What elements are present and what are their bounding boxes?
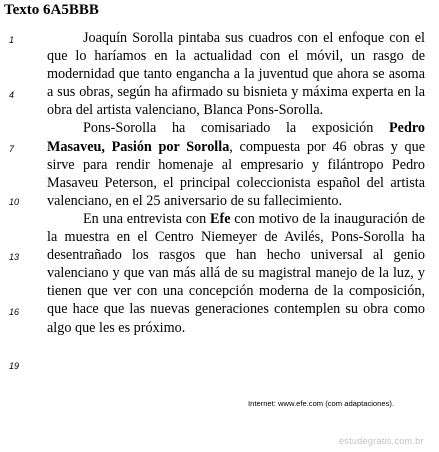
paragraph-text: con motivo de la inauguración de la muestra en el Centro Niemeyer de Avilés, Pons-Sorolla ha desentrañado los rasgos que han hecho universal al genio valenciano y que van más allá de su magistral manejo de la luz, y tienen que ver con una concepción moderna de la composición, que hace que las nuevas generaciones contemplen su obra como algo que les es próximo. <box>47 210 425 336</box>
paragraph-text: Joaquín Sorolla pintaba sus cuadros con el enfoque con el que lo haríamos en la actualidad con el móvil, un rasgo de modernidad que tanto engancha a la juventud que ahora se asoma a sus obras, según ha afirmado su bisnieta y máxima experta en la obra del artista valenciano, Blanca Pons-Sorolla. <box>47 30 425 119</box>
agency-name: Efe <box>210 210 231 227</box>
line-number-10: 10 <box>9 197 20 207</box>
exhibition-name: Pedro Masaveu, Pasión por Sorolla <box>47 120 425 155</box>
text-title: Texto 6A5BBB <box>4 2 99 18</box>
article-body <box>47 29 425 337</box>
line-number-19: 19 <box>9 361 20 371</box>
paragraph-1 <box>47 29 425 119</box>
paragraph-text: En una entrevista con <box>83 210 211 227</box>
site-watermark: estudegratis.com.br <box>339 436 424 446</box>
line-number-7: 7 <box>9 144 15 154</box>
paragraph-2 <box>47 119 425 209</box>
line-number-13: 13 <box>9 252 20 262</box>
paragraph-text: Pons-Sorolla ha comisariado la exposición <box>83 120 389 137</box>
source-citation: Internet: www.efe.com (com adaptaciones). <box>248 399 395 408</box>
line-number-16: 16 <box>9 307 20 317</box>
line-number-4: 4 <box>9 90 15 100</box>
paragraph-3 <box>47 210 425 337</box>
paragraph-text: , compuesta por 46 obras y que sirve para rendir homenaje al empresario y filántropo Pedro Masaveu Peterson, el principal coleccionista español del artista valenciano, en el 25 aniversario de su fallecimiento. <box>47 138 425 209</box>
line-number-1: 1 <box>9 35 15 45</box>
